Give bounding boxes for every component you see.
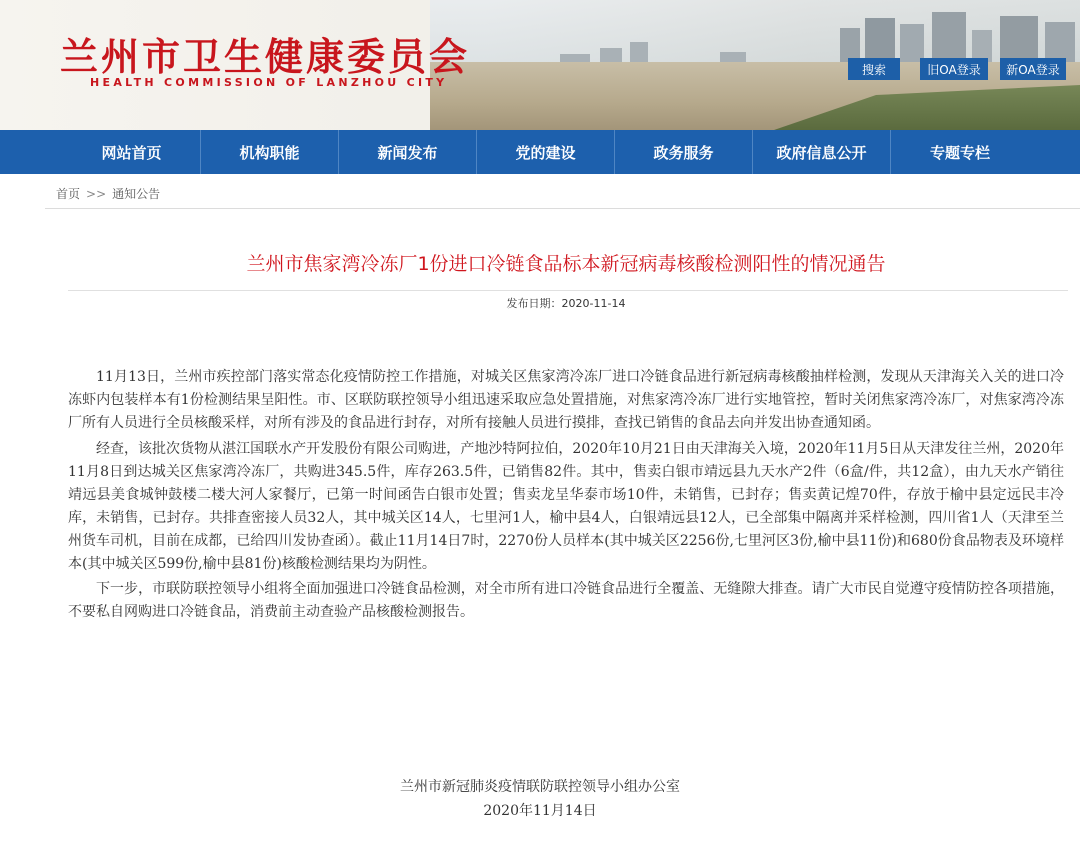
article-body bbox=[68, 366, 1064, 624]
breadcrumb-separator: >> bbox=[86, 187, 107, 201]
main-nav bbox=[0, 130, 1080, 174]
breadcrumb bbox=[56, 185, 160, 202]
article-paragraph: 11月13日，兰州市疾控部门落实常态化疫情防控工作措施，对城关区焦家湾冷冻厂进口冷链食品进行新冠病毒核酸抽样检测，发现从天津海关入关的进口冷冻虾内包装样本有1份检测结果呈阳性。市、区联防联控领导小组迅速采取应急处置措施，对焦家湾冷冻厂进行实地管控，暂时关闭焦家湾冷冻厂，对焦家湾冷冻厂所有人员进行全员核酸采样，对所有涉及的食品进行封存，对所有接触人员进行摸排，查找已销售的食品去向并发出协查通知函。 bbox=[68, 369, 1064, 431]
nav-party-building[interactable]: 党的建设 bbox=[477, 130, 615, 174]
old-oa-login-button[interactable]: 旧OA登录 bbox=[920, 58, 988, 80]
article-paragraph: 经查，该批次货物从湛江国联水产开发股份有限公司购进，产地沙特阿拉伯，2020年10月21日由天津海关入境，2020年11月5日从天津发往兰州，2020年11月8日到达城关区焦家湾冷冻厂，共购进345.5件，库存263.5件，已销售82件。其中，售卖白银市靖远县九天水产2件（6盒/件，共12盒），由九天水产销往靖远县美食城钟鼓楼二楼大河人家餐厅，已第一时间函告白银市处置；售卖龙呈华泰市场10件，未销售，已封存；售卖黄记煌70件，存放于榆中县定远民丰冷库，未销售，已封存。共排查密接人员32人，其中城关区14人，七里河1人，榆中县4人，白银靖远县12人，已全部集中隔离并采样检测，四川省1人（天津至兰州货车司机，目前在成都，已给四川发协查函）。截止11月14日7时，2270份人员样本(其中城关区2256份,七里河区3份,榆中县11份)和680份食品物表及环境样本(其中城关区599份,榆中县81份)核酸检测结果均为阴性。 bbox=[68, 441, 1064, 572]
nav-information-disclosure[interactable]: 政府信息公开 bbox=[753, 130, 891, 174]
nav-news[interactable]: 新闻发布 bbox=[339, 130, 477, 174]
header-banner bbox=[0, 0, 1080, 130]
search-button[interactable]: 搜索 bbox=[848, 58, 900, 80]
nav-government-services[interactable]: 政务服务 bbox=[615, 130, 753, 174]
new-oa-login-button[interactable]: 新OA登录 bbox=[1000, 58, 1066, 80]
article-paragraph: 下一步，市联防联控领导小组将全面加强进口冷链食品检测，对全市所有进口冷链食品进行全覆盖、无缝隙大排查。请广大市民自觉遵守疫情防控各项措施，不要私自网购进口冷链食品，消费前主动查验产品核酸检测报告。 bbox=[68, 581, 1064, 620]
article-signature: 兰州市新冠肺炎疫情联防联控领导小组办公室 bbox=[400, 779, 680, 795]
breadcrumb-divider bbox=[45, 208, 1080, 209]
nav-functions[interactable]: 机构职能 bbox=[201, 130, 339, 174]
site-title: 兰州市卫生健康委员会 bbox=[60, 34, 471, 79]
nav-special-topics[interactable]: 专题专栏 bbox=[929, 143, 990, 162]
title-divider bbox=[68, 290, 1068, 291]
site-title-english: HEALTH COMMISSION OF LANZHOU CITY bbox=[90, 76, 448, 89]
article-title: 兰州市焦家湾冷冻厂1份进口冷链食品标本新冠病毒核酸检测阳性的情况通告 bbox=[246, 253, 886, 275]
article-sign-date: 2020年11月14日 bbox=[483, 803, 597, 819]
publish-date: 发布日期：2020-11-14 bbox=[506, 297, 626, 310]
breadcrumb-current-link[interactable]: 通知公告 bbox=[112, 187, 161, 201]
nav-home[interactable]: 网站首页 bbox=[63, 130, 201, 174]
breadcrumb-home-link[interactable]: 首页 bbox=[56, 187, 81, 201]
